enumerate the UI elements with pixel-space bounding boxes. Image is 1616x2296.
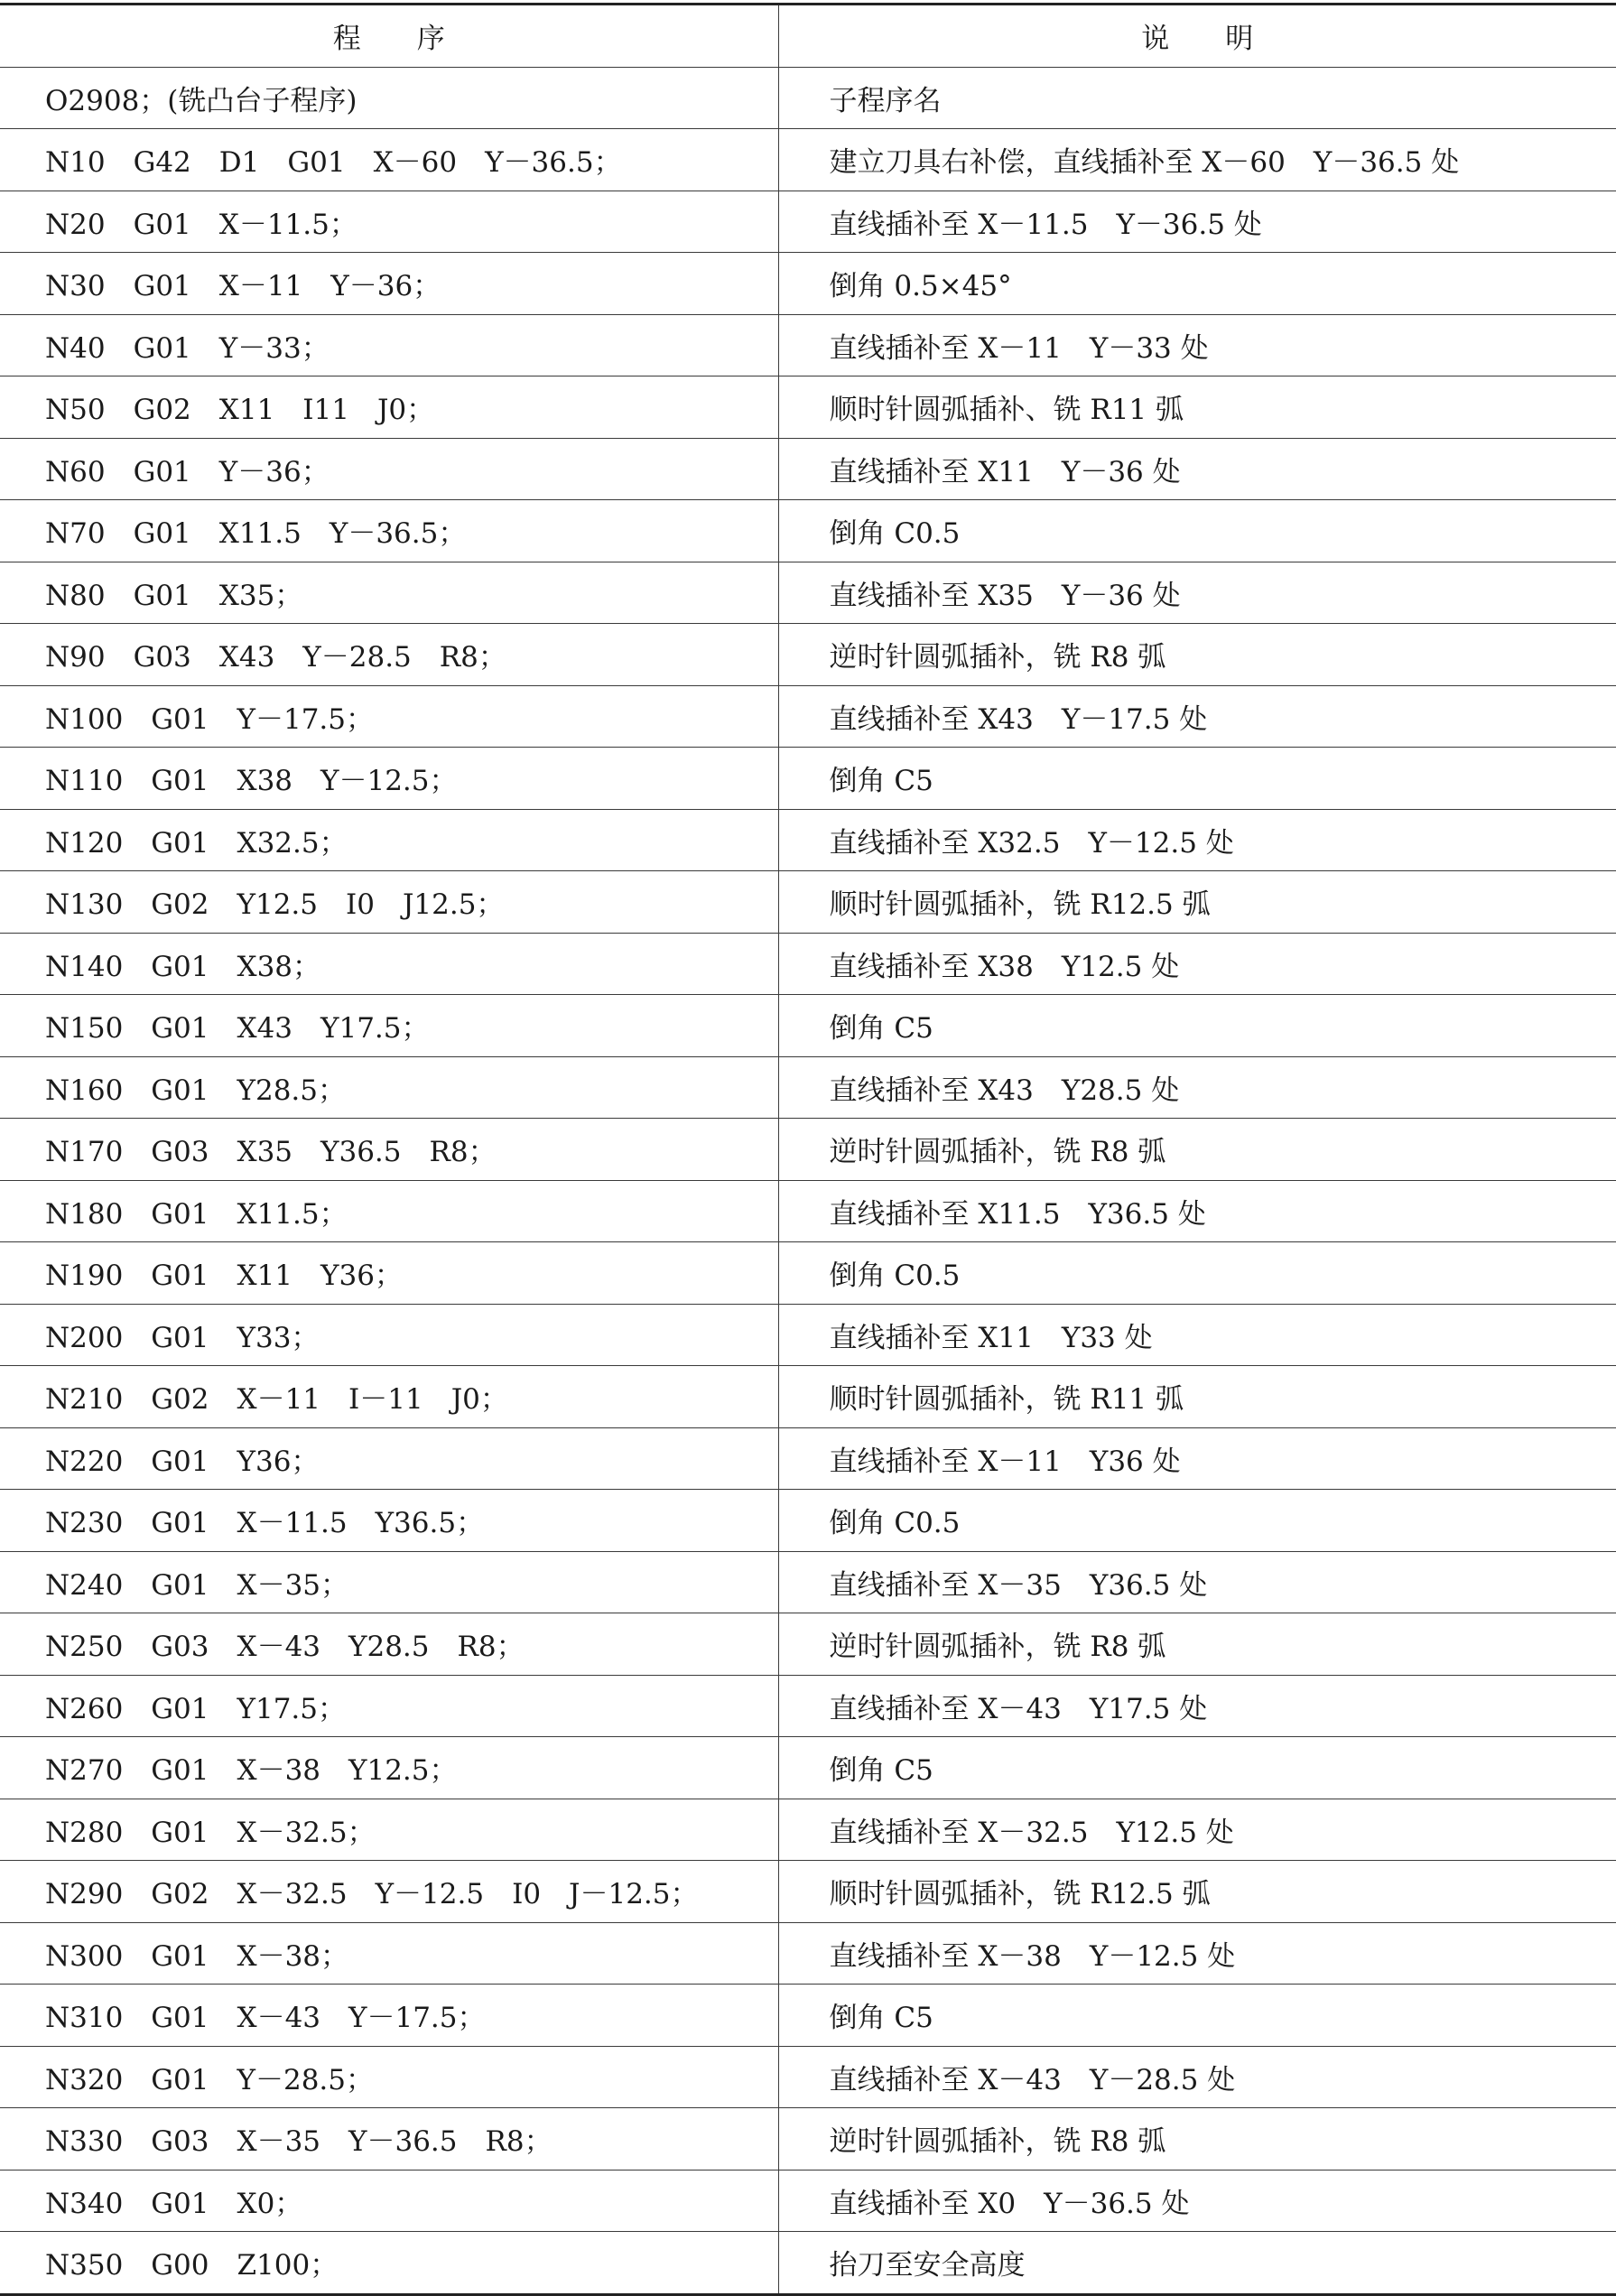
table-row [0,748,1616,810]
table-row [0,438,1616,500]
table-row [0,1922,1616,1985]
header-program: 程 序 [0,5,778,68]
description-cell: 直线插补至 X0 Y－36.5 处 [778,2170,1616,2232]
program-cell: N200 G01 Y33； [0,1304,778,1366]
table-row [0,995,1616,1057]
table-row [0,1985,1616,2047]
table-row [0,2108,1616,2171]
description-cell: 直线插补至 X－32.5 Y12.5 处 [778,1799,1616,1861]
table-row [0,376,1616,439]
program-cell: N80 G01 X35； [0,562,778,624]
description-cell: 子程序名 [778,67,1616,129]
table-row [0,1304,1616,1366]
program-cell: N270 G01 X－38 Y12.5； [0,1737,778,1799]
program-cell: N40 G01 Y－33； [0,314,778,376]
header-row [0,5,1616,68]
program-cell: N280 G01 X－32.5； [0,1799,778,1861]
program-cell: N130 G02 Y12.5 I0 J12.5； [0,871,778,934]
program-cell: N320 G01 Y－28.5； [0,2046,778,2108]
program-cell: N230 G01 X－11.5 Y36.5； [0,1490,778,1552]
table-row [0,1119,1616,1181]
program-cell: N180 G01 X11.5； [0,1180,778,1242]
table-row [0,191,1616,253]
description-cell: 直线插补至 X－35 Y36.5 处 [778,1551,1616,1613]
description-cell: 直线插补至 X11.5 Y36.5 处 [778,1180,1616,1242]
table-row [0,253,1616,315]
table-row [0,685,1616,748]
program-cell: N250 G03 X－43 Y28.5 R8； [0,1613,778,1676]
description-cell: 顺时针圆弧插补，铣 R12.5 弧 [778,871,1616,934]
program-cell: N70 G01 X11.5 Y－36.5； [0,500,778,562]
description-cell: 直线插补至 X43 Y28.5 处 [778,1056,1616,1119]
description-cell: 逆时针圆弧插补，铣 R8 弧 [778,624,1616,686]
program-cell: N140 G01 X38； [0,933,778,995]
description-cell: 倒角 C5 [778,748,1616,810]
description-cell: 倒角 C0.5 [778,500,1616,562]
program-cell: N110 G01 X38 Y－12.5； [0,748,778,810]
table-row [0,129,1616,191]
table-body [0,67,1616,2294]
table-row [0,2170,1616,2232]
table-row [0,1861,1616,1923]
program-cell: N210 G02 X－11 I－11 J0； [0,1366,778,1428]
description-cell: 倒角 C0.5 [778,1242,1616,1305]
table-row [0,2046,1616,2108]
description-cell: 倒角 0.5×45° [778,253,1616,315]
description-cell: 直线插补至 X35 Y－36 处 [778,562,1616,624]
program-cell: N160 G01 Y28.5； [0,1056,778,1119]
table-row [0,1675,1616,1737]
table-row [0,871,1616,934]
description-cell: 顺时针圆弧插补，铣 R12.5 弧 [778,1861,1616,1923]
table-row [0,2232,1616,2295]
table-row [0,1366,1616,1428]
table-row [0,1613,1616,1676]
table-row [0,1242,1616,1305]
table-row [0,1551,1616,1613]
description-cell: 直线插补至 X43 Y－17.5 处 [778,685,1616,748]
program-cell: N60 G01 Y－36； [0,438,778,500]
program-cell: N350 G00 Z100； [0,2232,778,2295]
description-cell: 顺时针圆弧插补，铣 R11 弧 [778,1366,1616,1428]
description-cell: 抬刀至安全高度 [778,2232,1616,2295]
description-cell: 逆时针圆弧插补，铣 R8 弧 [778,1613,1616,1676]
program-cell: N90 G03 X43 Y－28.5 R8； [0,624,778,686]
program-cell: N10 G42 D1 G01 X－60 Y－36.5； [0,129,778,191]
table-row [0,500,1616,562]
description-cell: 倒角 C5 [778,995,1616,1057]
table-row [0,1056,1616,1119]
description-cell: 倒角 C5 [778,1985,1616,2047]
program-cell: N260 G01 Y17.5； [0,1675,778,1737]
table-row [0,314,1616,376]
table-row [0,1427,1616,1490]
program-table [0,3,1616,2296]
program-cell: N150 G01 X43 Y17.5； [0,995,778,1057]
description-cell: 顺时针圆弧插补、铣 R11 弧 [778,376,1616,439]
description-cell: 直线插补至 X－38 Y－12.5 处 [778,1922,1616,1985]
description-cell: 直线插补至 X－11.5 Y－36.5 处 [778,191,1616,253]
description-cell: 倒角 C0.5 [778,1490,1616,1552]
table-row [0,624,1616,686]
table-row [0,809,1616,871]
table-row [0,562,1616,624]
description-cell: 直线插补至 X－11 Y36 处 [778,1427,1616,1490]
description-cell: 直线插补至 X11 Y－36 处 [778,438,1616,500]
description-cell: 直线插补至 X－11 Y－33 处 [778,314,1616,376]
program-cell: N220 G01 Y36； [0,1427,778,1490]
program-cell: N120 G01 X32.5； [0,809,778,871]
program-cell: N20 G01 X－11.5； [0,191,778,253]
table-row [0,1737,1616,1799]
program-cell: N290 G02 X－32.5 Y－12.5 I0 J－12.5； [0,1861,778,1923]
description-cell: 直线插补至 X32.5 Y－12.5 处 [778,809,1616,871]
program-cell: N300 G01 X－38； [0,1922,778,1985]
program-cell: N100 G01 Y－17.5； [0,685,778,748]
description-cell: 建立刀具右补偿，直线插补至 X－60 Y－36.5 处 [778,129,1616,191]
table-row [0,67,1616,129]
description-cell: 直线插补至 X11 Y33 处 [778,1304,1616,1366]
program-cell: N340 G01 X0； [0,2170,778,2232]
table-row [0,1490,1616,1552]
program-cell: N310 G01 X－43 Y－17.5； [0,1985,778,2047]
description-cell: 直线插补至 X－43 Y－28.5 处 [778,2046,1616,2108]
description-cell: 逆时针圆弧插补，铣 R8 弧 [778,1119,1616,1181]
description-cell: 倒角 C5 [778,1737,1616,1799]
program-cell: N190 G01 X11 Y36； [0,1242,778,1305]
header-description: 说 明 [778,5,1616,68]
table-row [0,1180,1616,1242]
table-header [0,5,1616,68]
description-cell: 逆时针圆弧插补，铣 R8 弧 [778,2108,1616,2171]
description-cell: 直线插补至 X38 Y12.5 处 [778,933,1616,995]
table-row [0,1799,1616,1861]
program-cell: N170 G03 X35 Y36.5 R8； [0,1119,778,1181]
program-cell: N50 G02 X11 I11 J0； [0,376,778,439]
program-cell: N30 G01 X－11 Y－36； [0,253,778,315]
program-cell: O2908；(铣凸台子程序) [0,67,778,129]
description-cell: 直线插补至 X－43 Y17.5 处 [778,1675,1616,1737]
table-row [0,933,1616,995]
program-cell: N330 G03 X－35 Y－36.5 R8； [0,2108,778,2171]
program-cell: N240 G01 X－35； [0,1551,778,1613]
